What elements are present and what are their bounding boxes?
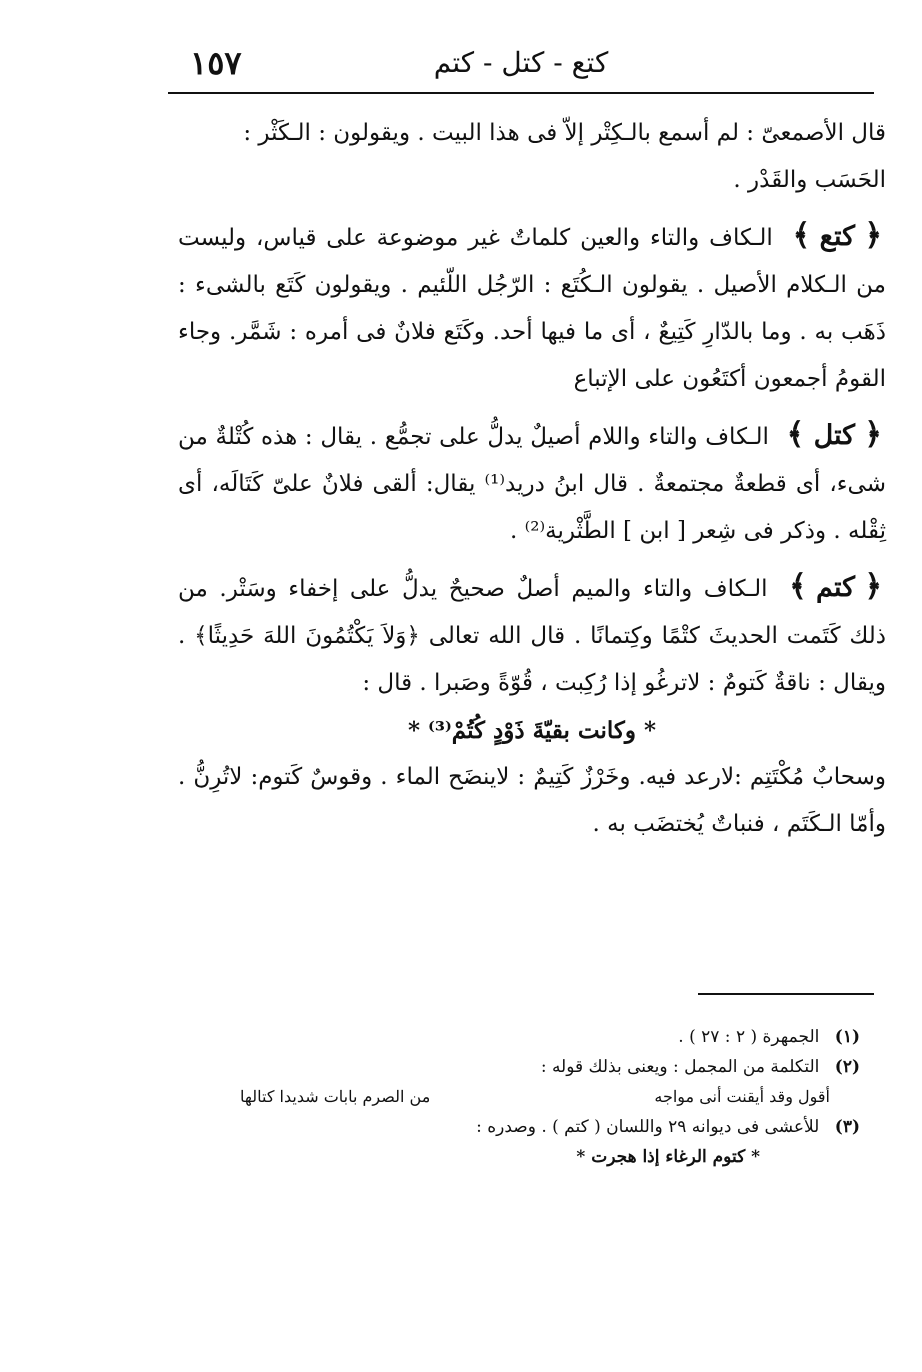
footnote-number: (٢) <box>834 1057 860 1077</box>
footnote-number: (٣) <box>834 1117 860 1137</box>
footnote-1 <box>240 1022 860 1052</box>
intro-line-2: الحَسَب والقَدْر . <box>733 167 886 193</box>
page-body <box>178 110 886 848</box>
verse-first-half: أقول وقد أيقنت أنى مواجه <box>654 1087 830 1106</box>
entry-headword: ﴿ كتع ﴾ <box>792 218 883 253</box>
entry-katal <box>178 411 886 555</box>
entry-definition: الـكاف والتاء والعين كلماتٌ غير موضوعة على قياس، وليست من الـكلام الأصيل . يقولون الـكُتَع : الرّجُل اللّئيم . ويقولون كَتَع بالشىء : ذَهَب به . وما بالدّارِ كَتِيعٌ ، أى ما فيها أحد. وكَتَع فلانٌ فى أمره : شَمَّر. وجاء القومُ أجمعون أكتَعُون على الإتباع <box>178 225 886 392</box>
footnote-3 <box>240 1112 860 1142</box>
footnote-2 <box>240 1052 860 1082</box>
intro-line-1: قال الأصمعىّ : لم أسمع بالـكِتْر إلاّ فى هذا البيت . ويقولون : الـكَثْر : <box>243 120 886 146</box>
entry-definition: الـكاف والتاء والميم أصلٌ صحيحٌ يدلُّ على إخفاء وسَتْر. من ذلك كَتَمت الحديثَ كتْمًا وكِتمانًا . قال الله تعالى ﴿وَلاَ يَكْتُمُونَ اللهَ حَدِيثًا﴾ . ويقال : ناقةٌ كَتومٌ : لاترغُو إذا رُكِبت ، قُوّةً وصَبرا . قال : <box>178 576 886 696</box>
footnote-number: (١) <box>834 1027 860 1047</box>
entry-headword: ﴿ كتم ﴾ <box>789 569 883 604</box>
page-number: ١٥٧ <box>190 44 242 82</box>
footnote-text: الجمهرة ( ٢ : ٢٧ ) . <box>678 1027 820 1047</box>
entry-definition: الـكاف والتاء واللام أصيلٌ يدلُّ على تجمُّع . يقال : هذه كُتْلةٌ من شىء، أى قطعةٌ مجتمعةٌ . قال ابنُ دريد⁽¹⁾ يقال: ألقى فلانٌ علىّ كَتَالَه، أى ثِقْله . وذكر فى شِعر [ ابن ] الطَّثْرية⁽²⁾ . <box>178 424 886 544</box>
entry-kataa <box>178 212 886 403</box>
closing-paragraph: وسحابٌ مُكْتَتِم :لارعد فيه. وخَرْزٌ كَتِيمٌ : لاينضَح الماء . وقوسٌ كَتوم: لاتُرِنُّ . وأمّا الـكَتَم ، فنباتٌ يُختضَب به . <box>178 764 886 837</box>
page-header <box>168 40 874 94</box>
entry-headword: ﴿ كتل ﴾ <box>786 417 882 452</box>
footnote-text: للأعشى فى ديوانه ٢٩ واللسان ( كتم ) . وصدره : <box>476 1117 820 1137</box>
running-head: كتع - كتل - كتم <box>433 46 609 79</box>
footnote-divider <box>698 993 874 995</box>
footnote-verse <box>240 1082 860 1112</box>
verse-second-half: من الصرم بابات شديدا كتالها <box>240 1087 431 1106</box>
poetry-verse: * وكانت بقيّةَ ذَوْدٍ كُتُمْ⁽³⁾ * <box>407 717 657 744</box>
footnote-3-verse: * كتوم الرغاء إذا هجرت * <box>576 1147 760 1167</box>
entry-katam <box>178 563 886 707</box>
footnotes <box>240 1022 860 1172</box>
footnote-text: التكلمة من المجمل : ويعنى بذلك قوله : <box>540 1057 820 1077</box>
